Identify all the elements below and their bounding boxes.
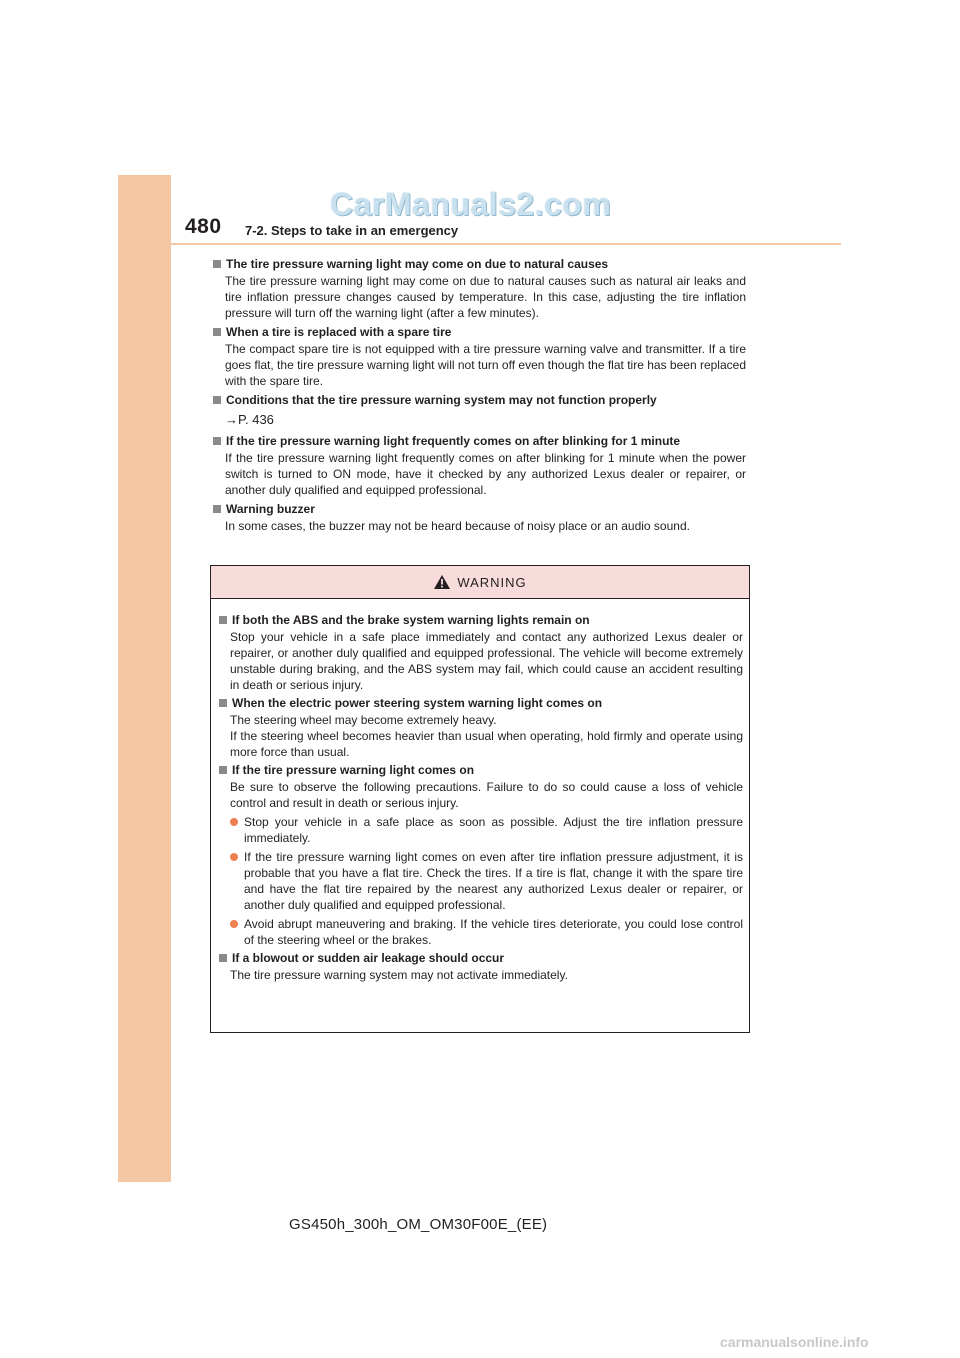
warning-triangle-icon	[433, 574, 451, 590]
list-item	[212, 501, 746, 534]
item-body: In some cases, the buzzer may not be heard because of noisy place or an audio sound.	[225, 519, 690, 533]
square-bullet-icon	[219, 699, 227, 707]
page-number: 480	[185, 215, 222, 238]
circle-bullet-icon	[230, 853, 238, 861]
item-body: The compact spare tire is not equipped with a tire pressure warning valve and transmitter. If a tire goes flat, the tire pressure warning light will not turn off even though the flat tire has been replaced with the spare tire.	[225, 342, 746, 388]
warning-item	[218, 695, 743, 760]
warning-item-heading: If both the ABS and the brake system warning lights remain on	[232, 613, 590, 627]
bullet-point	[230, 916, 743, 948]
warning-item-body: Stop your vehicle in a safe place immediately and contact any authorized Lexus dealer or repairer, or another duly qualified and equipped professional. The vehicle will become extremely unstable during braking, and the ABS system may fail, which could cause an accident resulting in death or serious injury.	[230, 630, 743, 692]
item-body: The tire pressure warning light may come on due to natural causes such as natural air leaks and tire inflation pressure changes caused by temperature. In this case, adjusting the tire inflation pressure will turn off the warning light (after a few minutes).	[225, 274, 746, 320]
square-bullet-icon	[219, 766, 227, 774]
list-item	[212, 392, 746, 430]
watermark-logo: CarManuals2.com	[330, 186, 612, 222]
square-bullet-icon	[219, 954, 227, 962]
list-item	[212, 256, 746, 321]
item-body: If the tire pressure warning light frequently comes on after blinking for 1 minute when the power switch is turned to ON mode, have it checked by any authorized Lexus dealer or repairer, or another duly qualified and equipped professional.	[225, 451, 746, 497]
warning-item-heading: When the electric power steering system warning light comes on	[232, 696, 603, 710]
item-heading: When a tire is replaced with a spare tire	[226, 325, 452, 339]
main-content	[212, 256, 746, 537]
square-bullet-icon	[213, 505, 221, 513]
list-item	[212, 324, 746, 389]
bullet-text: If the tire pressure warning light comes on even after tire inflation pressure adjustment, it is probable that you have a flat tire. Check the tires. If a tire is flat, change it with the spare tire and have the flat tire repaired by the nearest any authorized Lexus dealer or repairer, or another duly qualified and equipped professional.	[244, 850, 743, 912]
bullet-text: Avoid abrupt maneuvering and braking. If the vehicle tires deteriorate, you could lose control of the steering wheel or the brakes.	[244, 917, 743, 947]
page-reference-link[interactable]: →P. 436	[225, 412, 274, 427]
square-bullet-icon	[219, 616, 227, 624]
header-rule	[171, 243, 841, 245]
bullet-text: Stop your vehicle in a safe place as soon as possible. Adjust the tire inflation pressure immediately.	[244, 815, 743, 845]
warning-item	[218, 950, 743, 983]
warning-item	[218, 612, 743, 693]
square-bullet-icon	[213, 328, 221, 336]
circle-bullet-icon	[230, 818, 238, 826]
warning-item-body: The tire pressure warning system may not activate immediately.	[230, 968, 568, 982]
item-heading: Conditions that the tire pressure warning system may not function properly	[226, 393, 657, 407]
footer-watermark: carmanualsonline.info	[720, 1334, 869, 1350]
square-bullet-icon	[213, 396, 221, 404]
item-heading: The tire pressure warning light may come on due to natural causes	[226, 257, 609, 271]
section-title: 7-2. Steps to take in an emergency	[245, 223, 459, 238]
warning-item-heading: If a blowout or sudden air leakage should occur	[232, 951, 505, 965]
warning-item-heading: If the tire pressure warning light comes on	[232, 763, 475, 777]
chapter-sidebar-tab	[118, 175, 171, 1182]
circle-bullet-icon	[230, 920, 238, 928]
warning-content	[211, 599, 749, 983]
warning-item-body: If the steering wheel becomes heavier than usual when operating, hold firmly and operate using more force than usual.	[230, 729, 743, 759]
square-bullet-icon	[213, 437, 221, 445]
warning-header	[211, 566, 749, 599]
list-item	[212, 433, 746, 498]
bullet-point	[230, 814, 743, 846]
warning-item-body: The steering wheel may become extremely heavy.	[230, 713, 497, 727]
warning-item	[218, 762, 743, 948]
item-heading: Warning buzzer	[226, 502, 315, 516]
bullet-point	[230, 849, 743, 913]
document-code: GS450h_300h_OM_OM30F00E_(EE)	[289, 1216, 548, 1233]
warning-title: WARNING	[457, 574, 527, 590]
warning-item-body: Be sure to observe the following precautions. Failure to do so could cause a loss of vehicle control and result in death or serious injury.	[230, 780, 743, 810]
square-bullet-icon	[213, 260, 221, 268]
item-heading: If the tire pressure warning light frequently comes on after blinking for 1 minute	[226, 434, 681, 448]
warning-box	[210, 565, 750, 1033]
